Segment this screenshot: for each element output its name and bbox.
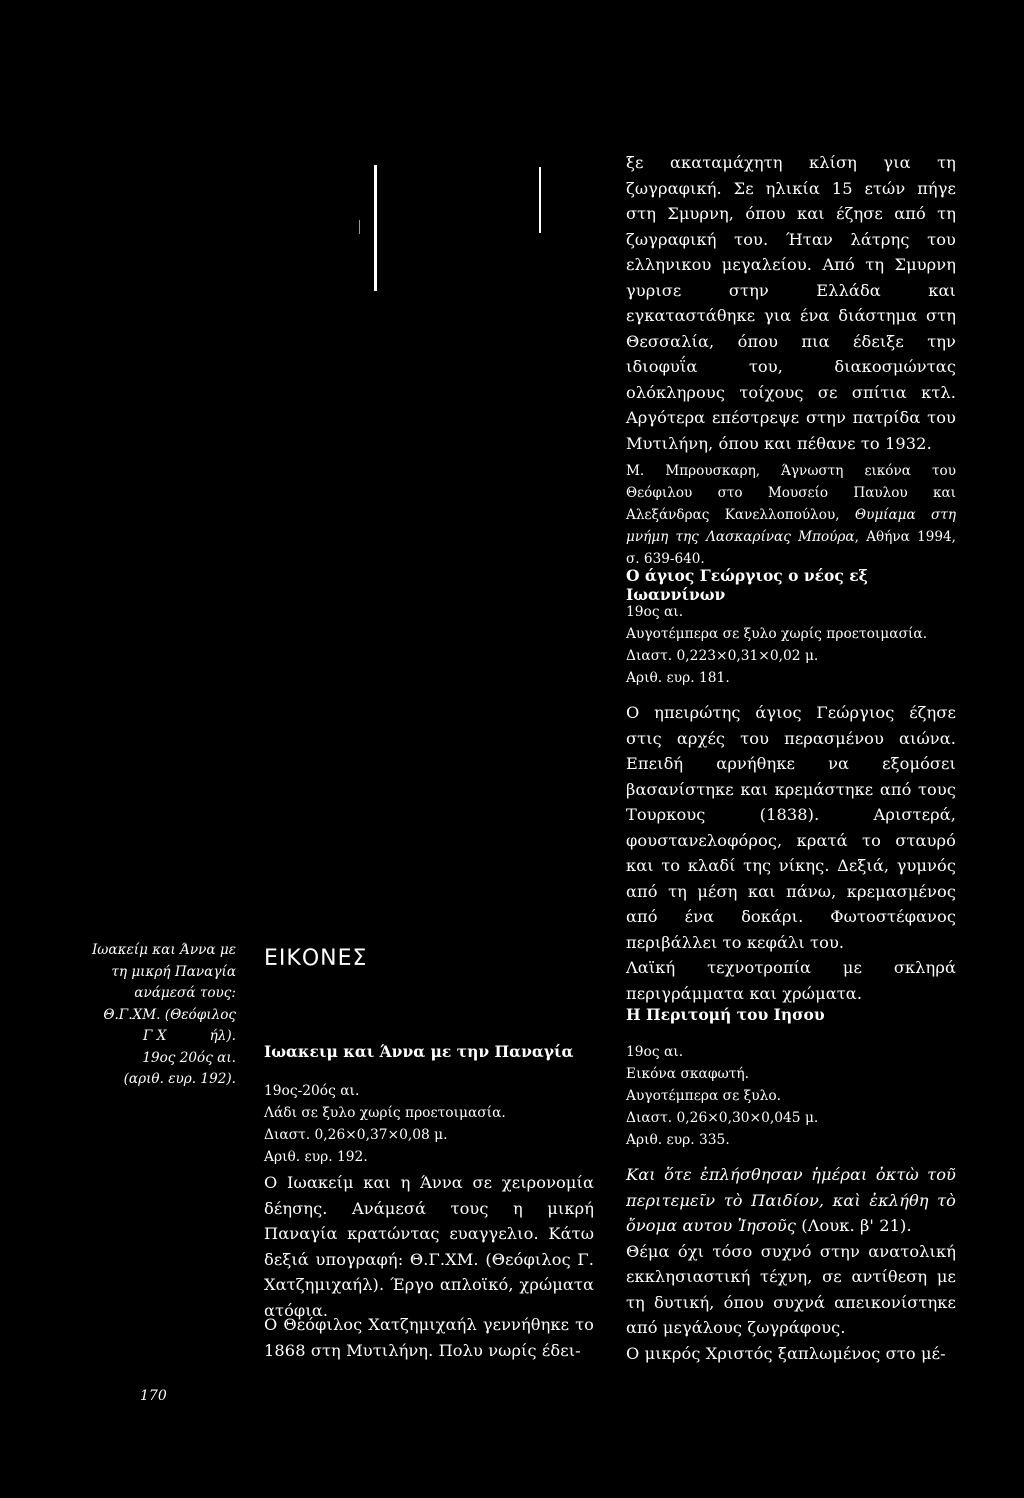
section-label: ΕΙΚΟΝΕΣ — [264, 946, 368, 971]
page-number: 170 — [140, 1388, 167, 1404]
circumcision-spec-medium: Αυγοτέμπερα σε ξυλο. — [626, 1088, 782, 1104]
theophilos-biography-text: Ο Θεόφιλος Χατζημιχαήλ γεννήθηκε το 1868 στη Μυτιλήνη. Πολυ νωρίς έδει- — [264, 1315, 594, 1360]
caption-line: Ιωακείμ και Άννα με — [91, 942, 236, 958]
caption-line: Θ.Γ.ΧΜ. (Θεόφιλος — [103, 1006, 236, 1023]
intro-paragraph — [626, 150, 956, 456]
george-description-text: Ο ηπειρώτης άγιος Γεώργιος έζησε στις αρχές του περασμένου αιώνα. Επειδή αρνήθηκε να εξομόσει βασανίστηκε και κρεμάστηκε από τους Τουρκους (1838). Αριστερά, φουστανελοφόρος, κρατά το σταυρό και το κλαδί της νίκης. Δεξιά, γυμνός από τη μέση και πάνω, κρεμασμένος από ένα δοκάρι. Φωτοστέφανος περιβάλλει το κεφάλι του. — [626, 703, 956, 952]
george-spec-inventory: Αριθ. ευρ. 181. — [626, 670, 730, 686]
caption-line: τη μικρή Παναγία — [111, 963, 236, 980]
george-spec-dimensions: Διαστ. 0,223×0,31×0,02 μ. — [626, 648, 819, 664]
circumcision-spec-inventory: Αριθ. ευρ. 335. — [626, 1132, 730, 1148]
circumcision-spec-dimensions: Διαστ. 0,26×0,30×0,045 μ. — [626, 1110, 819, 1126]
caption-line: ανάμεσά τους: — [134, 985, 236, 1001]
scan-marks — [340, 160, 560, 290]
reference-part-1: Μ. Μπρουσκαρη, Άγνωστη εικόνα του Θεόφιλου στο Μουσείο Παυλου και Αλεξάνδρας Κανελλοπούλου, — [626, 463, 956, 523]
george-spec-medium: Αυγοτέμπερα σε ξυλο χωρίς προετοιμασία. — [626, 626, 928, 642]
george-title: Ο άγιος Γεώργιος ο νέος εξ Ιωαννίνων — [626, 566, 868, 604]
circumcision-quote — [626, 1162, 956, 1239]
reference-note — [626, 460, 956, 570]
george-description — [626, 700, 956, 1006]
circumcision-spec-date: 19ος αι. — [626, 1044, 684, 1060]
theophilos-biography — [264, 1312, 594, 1363]
joachim-title: Ιωακειμ και Άννα με την Παναγία — [264, 1042, 574, 1061]
circumcision-title: Η Περιτομή του Ιησου — [626, 1005, 825, 1024]
george-specs — [626, 601, 966, 689]
joachim-spec-dimensions: Διαστ. 0,26×0,37×0,08 μ. — [264, 1127, 448, 1143]
circumcision-specs — [626, 1041, 966, 1151]
joachim-spec-medium: Λάδι σε ξυλο χωρίς προετοιμασία. — [264, 1105, 506, 1121]
circumcision-quote-ref: (Λουκ. β' 21). — [796, 1216, 912, 1235]
circumcision-spec-type: Εικόνα σκαφωτή. — [626, 1066, 750, 1082]
intro-text: ξε ακαταμάχητη κλίση για τη ζωγραφική. Σε ηλικία 15 ετών πήγε στη Σμυρνη, όπου και έζησε από τη ζωγραφική του. Ήταν λάτρης του ελληνικου μεγαλείου. Από τη Σμυρνη γυρισε στην Ελλάδα και εγκαταστάθηκε για ένα διάστημα στη Θεσσαλία, όπου πια έδειξε την ιδιοφυΐα του, διακοσμώντας ολόκληρους τοίχους σε σπίτια κτλ. Αργότερα επέστρεψε στην πατρίδα του Μυτιλήνη, όπου και πέθανε το 1932. — [626, 153, 956, 453]
scan-mark-dots — [359, 220, 360, 234]
caption-line: (αριθ. ευρ. 192). — [123, 1071, 236, 1087]
joachim-spec-date: 19ος-20ός αι. — [264, 1083, 360, 1099]
circumcision-description — [626, 1162, 956, 1366]
joachim-spec-inventory: Αριθ. ευρ. 192. — [264, 1149, 368, 1165]
joachim-specs — [264, 1080, 604, 1168]
circumcision-continuation: Ο μικρός Χριστός ξαπλωμένος στο μέ- — [626, 1343, 946, 1363]
caption-line: Γ Χ ήλ). — [142, 1028, 236, 1044]
george-style-note: Λαϊκή τεχνοτροπία με σκληρά περιγράμματα και χρώματα. — [626, 958, 956, 1003]
circumcision-description-text: Θέμα όχι τόσο συχνό στην ανατολική εκκλησιαστική τέχνη, σε αντίθεση με τη δυτική, όπου συχνά απεικονίστηκε από μεγάλους ζωγράφους. — [626, 1241, 956, 1337]
george-spec-date: 19ος αι. — [626, 604, 684, 620]
reference-text — [626, 460, 956, 570]
scan-mark-line — [539, 167, 541, 233]
reference-book-title: Θυμίαμα στη μνήμη της Λασκαρίνας Μπούρα — [626, 507, 956, 545]
figure-caption — [20, 940, 236, 1091]
scan-mark-line — [374, 165, 377, 291]
circumcision-quote-text: Και ὅτε ἐπλήσθησαν ἡμέραι ὀκτὼ τοῦ περιτεμεῖν τὸ Παιδίον, καὶ ἐκλήθη τὸ ὄνομα αυτου Ἰησοῦς — [626, 1165, 956, 1235]
joachim-description — [264, 1170, 594, 1323]
reference-part-2: , Αθήνα 1994, σ. 639-640. — [626, 529, 956, 567]
caption-line: 19ος 20ός αι. — [142, 1049, 236, 1066]
joachim-description-text: Ο Ιωακείμ και η Άννα σε χειρονομία δέησης. Ανάμεσά τους η μικρή Παναγία κρατώντας ευαγγελιο. Κάτω δεξιά υπογραφή: Θ.Γ.ΧΜ. (Θεόφιλος Γ. Χατζημιχαήλ). Έργο απλοϊκό, χρώματα ατόφια. — [264, 1173, 594, 1320]
